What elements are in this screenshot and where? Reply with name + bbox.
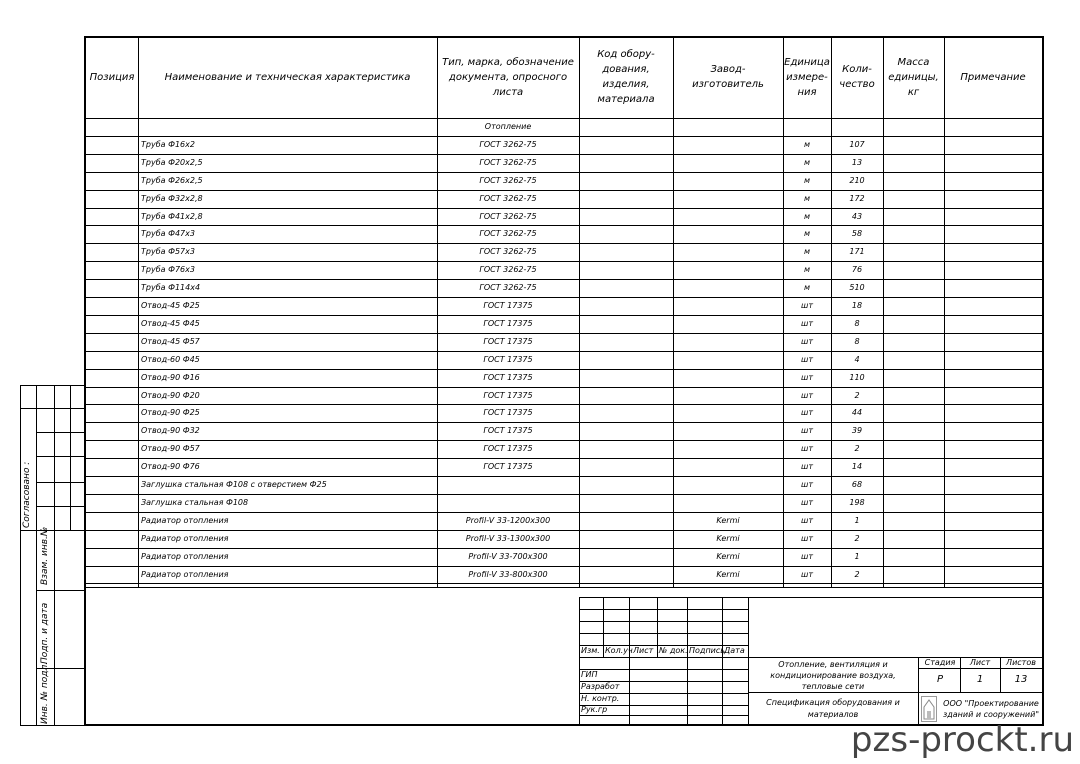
side-grid [70, 385, 71, 530]
tb-line [722, 597, 723, 726]
row-quantity: 171 [849, 247, 865, 257]
side-sign-date: Подп. и дата [40, 602, 50, 664]
row-quantity: 8 [854, 318, 860, 328]
row-doc: ГОСТ 3262-75 [479, 229, 537, 239]
row-unit: шт [801, 462, 813, 472]
row-quantity: 210 [849, 175, 865, 185]
tb-line [579, 669, 748, 670]
side-strip [20, 385, 84, 726]
side-grid [36, 590, 84, 591]
row-name: Труба Ф26х2,5 [141, 175, 203, 185]
row-quantity: 4 [854, 354, 860, 364]
header-unit: Единица измере- ния [784, 56, 830, 98]
row-unit: шт [801, 408, 813, 418]
tb-line [918, 668, 1042, 669]
side-grid [20, 408, 84, 409]
row-manufacturer: Kermi [716, 569, 740, 579]
header-manufacturer: Завод- изготовитель [692, 64, 764, 90]
side-grid [36, 432, 84, 433]
row-doc: ГОСТ 17375 [483, 336, 533, 346]
tb-role-ruk: Рук.гр [581, 705, 608, 714]
row-name: Отвод-90 Ф16 [141, 372, 200, 382]
row-quantity: 510 [849, 283, 865, 293]
side-grid [20, 530, 84, 531]
row-manufacturer: Kermi [716, 551, 740, 561]
row-doc: ГОСТ 3262-75 [479, 157, 537, 167]
tb-stage-label: Стадия [924, 658, 956, 667]
row-quantity: 76 [851, 265, 863, 275]
row-name: Радиатор отопления [141, 551, 229, 561]
row-unit: м [803, 175, 811, 185]
tb-line [748, 692, 1042, 693]
row-name: Труба Ф32х2,8 [141, 193, 203, 203]
row-name: Отвод-90 Ф76 [141, 462, 200, 472]
row-unit: м [803, 211, 811, 221]
row-quantity: 2 [854, 444, 860, 454]
tb-line [579, 621, 748, 622]
row-quantity: 2 [854, 390, 860, 400]
row-name: Отвод-45 Ф25 [141, 301, 200, 310]
tb-stage: Р [936, 674, 944, 685]
row-unit: м [803, 229, 811, 239]
row-name: Труба Ф114х4 [141, 283, 201, 293]
row-doc: ГОСТ 17375 [483, 354, 533, 364]
row-quantity: 58 [851, 229, 863, 239]
row-name: Труба Ф20х2,5 [141, 157, 203, 167]
tb-sheet: 1 [976, 674, 984, 685]
tb-line [657, 597, 658, 657]
header-type: Тип, марка, обозначение документа, опросного листа [442, 56, 574, 98]
row-quantity: 44 [851, 408, 863, 418]
row-doc: ГОСТ 17375 [483, 408, 533, 418]
row-quantity: 8 [854, 336, 860, 346]
tb-line [629, 597, 630, 726]
side-grid [36, 506, 84, 507]
row-name: Отвод-90 Ф20 [141, 390, 200, 400]
section-title: Отопление [484, 122, 532, 131]
tb-col-sign: Подпись [689, 646, 725, 655]
tb-col-izm: Изм. [581, 646, 600, 655]
row-name: Отвод-90 Ф32 [141, 426, 200, 436]
row-name: Труба Ф76х3 [141, 265, 195, 275]
header-mass: Масса единицы, кг [888, 56, 939, 98]
row-unit: шт [801, 444, 813, 454]
row-name: Отвод-45 Ф45 [141, 318, 200, 328]
row-unit: шт [801, 497, 813, 507]
row-unit: шт [801, 390, 813, 400]
company-logo-icon [921, 696, 937, 722]
row-name: Труба Ф47х3 [141, 229, 195, 239]
tb-line [579, 609, 748, 610]
row-unit: шт [801, 533, 813, 543]
row-manufacturer: Kermi [716, 533, 740, 543]
row-unit: шт [801, 372, 813, 382]
row-doc: Profil-V 33-700х300 [468, 551, 548, 561]
tb-company: ООО "Проектирование зданий и сооружений" [942, 699, 1040, 719]
side-grid [36, 456, 84, 457]
row-name: Заглушка стальная Ф108 [141, 497, 249, 507]
row-doc: Profil-V 33-800х300 [468, 569, 548, 579]
tb-col-doc: № док. [659, 646, 688, 655]
header-note: Примечание [960, 71, 1026, 83]
row-name: Труба Ф16х2 [141, 139, 195, 149]
side-inv-replace: Взам. инв.№ [40, 526, 50, 585]
row-unit: шт [801, 301, 813, 310]
row-unit: шт [801, 426, 813, 436]
row-quantity: 2 [854, 533, 860, 543]
row-quantity: 172 [849, 193, 865, 203]
side-grid [54, 385, 55, 726]
row-doc: Profil-V 33-1300х300 [465, 533, 551, 543]
watermark: pzs-prockt.ru [850, 720, 1074, 760]
row-unit: м [803, 283, 811, 293]
row-quantity: 43 [851, 211, 863, 221]
row-doc: ГОСТ 3262-75 [479, 247, 537, 257]
row-name: Труба Ф41х2,8 [141, 211, 203, 221]
row-doc: ГОСТ 3262-75 [479, 193, 537, 203]
row-quantity: 198 [849, 497, 865, 507]
row-unit: шт [801, 569, 813, 579]
row-unit: м [803, 247, 811, 257]
header-position: Позиция [89, 71, 135, 83]
tb-line [579, 715, 748, 716]
row-line [86, 583, 1042, 584]
row-quantity: 2 [854, 569, 860, 579]
row-unit: шт [801, 480, 813, 489]
tb-line [748, 597, 749, 726]
row-quantity: 110 [849, 372, 865, 382]
tb-line [579, 597, 1042, 598]
row-name: Радиатор отопления [141, 533, 229, 543]
row-doc: ГОСТ 3262-75 [479, 283, 537, 293]
header-name: Наименование и техническая характеристика [164, 71, 411, 83]
row-unit: шт [801, 551, 813, 561]
row-unit: шт [801, 336, 813, 346]
row-doc: ГОСТ 17375 [483, 444, 533, 454]
row-quantity: 18 [851, 301, 863, 310]
row-doc: ГОСТ 17375 [483, 372, 533, 382]
row-unit: шт [801, 354, 813, 364]
tb-sheets: 13 [1014, 674, 1028, 685]
tb-role-gip: ГИП [581, 670, 598, 679]
row-quantity: 1 [854, 551, 860, 561]
table-bottom-line [86, 587, 1042, 588]
row-doc: ГОСТ 3262-75 [479, 211, 537, 221]
tb-line [579, 633, 748, 634]
row-name: Радиатор отопления [141, 515, 229, 525]
side-grid [36, 482, 84, 483]
tb-line [687, 597, 688, 726]
row-doc: ГОСТ 3262-75 [479, 175, 537, 185]
row-unit: м [803, 139, 811, 149]
row-unit: м [803, 193, 811, 203]
row-doc: ГОСТ 17375 [483, 390, 533, 400]
row-doc: ГОСТ 17375 [483, 462, 533, 472]
row-doc: ГОСТ 17375 [483, 426, 533, 436]
row-name: Труба Ф57х3 [141, 247, 195, 257]
tb-col-date: Дата [724, 646, 745, 655]
row-unit: м [803, 265, 811, 275]
row-unit: м [803, 157, 811, 167]
row-doc: ГОСТ 3262-75 [479, 265, 537, 275]
tb-col-list: Лист [633, 646, 654, 655]
row-doc: ГОСТ 17375 [483, 318, 533, 328]
row-name: Отвод-45 Ф57 [141, 336, 200, 346]
header-code: Код обору- дования, изделия, материала [597, 49, 655, 105]
side-agreed: Согласовано : [22, 461, 32, 528]
side-grid [36, 385, 37, 726]
row-unit: шт [801, 318, 813, 328]
row-quantity: 14 [851, 462, 863, 472]
tb-project: Отопление, вентиляция и кондиционирование воздуха, тепловые сети [770, 660, 896, 691]
header-quantity: Коли- чество [839, 64, 875, 90]
row-quantity: 13 [851, 157, 863, 167]
tb-line [603, 597, 604, 657]
row-name: Отвод-90 Ф57 [141, 444, 200, 454]
row-quantity: 39 [851, 426, 863, 436]
tb-sheets-label: Листов [1006, 658, 1036, 667]
row-doc: ГОСТ 3262-75 [479, 139, 537, 149]
row-manufacturer: Kermi [716, 515, 740, 525]
row-unit: шт [801, 515, 813, 525]
row-quantity: 107 [849, 139, 865, 149]
tb-role-dev: Разработ [581, 682, 620, 691]
row-name: Отвод-60 Ф45 [141, 354, 200, 364]
tb-col-kol: Кол.уч [605, 646, 633, 655]
row-name: Заглушка стальная Ф108 с отверстием Ф25 [141, 480, 327, 489]
tb-doc-title: Спецификация оборудования и материалов [766, 698, 900, 719]
row-quantity: 1 [854, 515, 860, 525]
row-name: Радиатор отопления [141, 569, 229, 579]
tb-line [579, 597, 580, 726]
row-doc: ГОСТ 17375 [483, 301, 533, 310]
row-name: Отвод-90 Ф25 [141, 408, 200, 418]
tb-role-nkontr: Н. контр. [581, 694, 620, 703]
row-quantity: 68 [851, 480, 863, 489]
tb-sheet-label: Лист [969, 658, 991, 667]
row-doc: Profil-V 33-1200х300 [465, 515, 551, 525]
side-inv-orig: Инв. № подл. [40, 661, 50, 724]
